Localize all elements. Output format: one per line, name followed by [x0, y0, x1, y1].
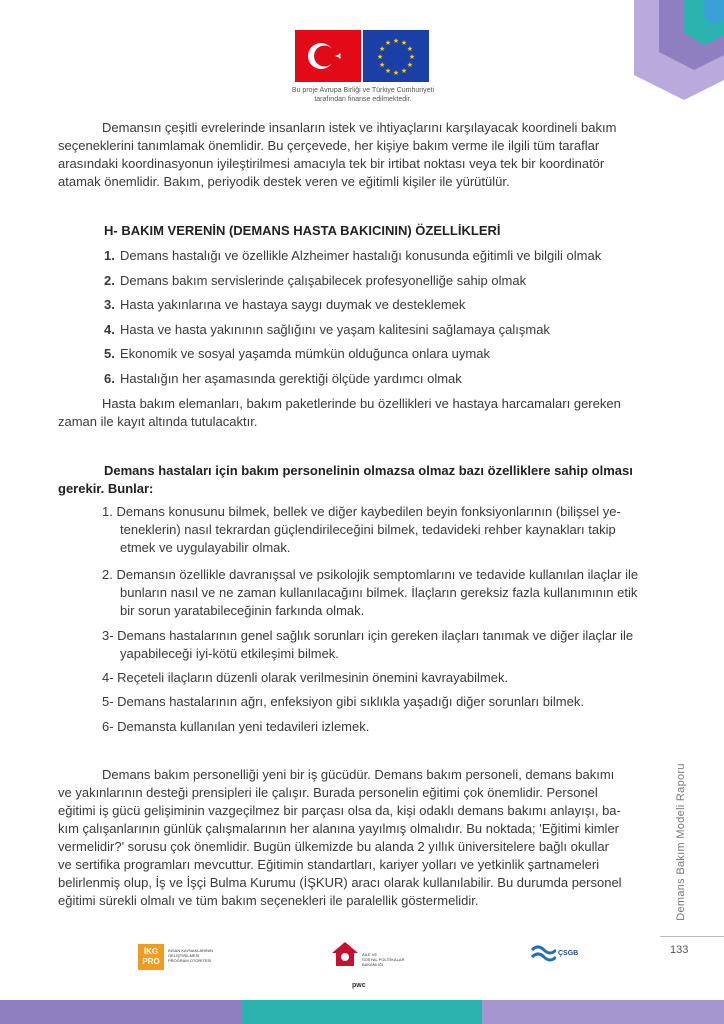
requirement-item: [102, 627, 656, 663]
ikg-pro-label: İKG PRO: [138, 944, 164, 970]
closing-paragraph: [58, 766, 642, 910]
text-line: 6- Demansta kullanılan yeni tedavileri izlemek.: [102, 719, 370, 734]
feature-number: 1.: [104, 248, 115, 263]
text-line: gerekir. Bunlar:: [58, 481, 154, 496]
funding-line-1: Bu proje Avrupa Birliği ve Türkiye Cumhuriyeti: [291, 87, 435, 94]
funding-note: [268, 86, 458, 104]
eu-star-icon: ★: [379, 46, 386, 53]
eu-star-icon: ★: [384, 67, 392, 75]
text-line: teneklerin) nasıl tekrardan güçlendirileceğini bilmek, tedavideki rehber kaynakları takip: [120, 522, 616, 537]
text-line: 5- Demans hastalarının ağrı, enfeksiyon gibi sıklıkla yaşadığı diğer sorunları bilmek.: [102, 694, 584, 709]
text-line: kım çalışanlarının günlük çalışmalarının her alanına yayılmış olmalıdır. Bu noktada; 'Eğitimi kimler: [58, 821, 619, 836]
eu-star-icon: ★: [406, 62, 413, 69]
requirement-item: [102, 503, 656, 557]
requirement-item: [102, 669, 656, 687]
text-line: bir sorun yaratabileceğinin farkında olmak.: [120, 603, 365, 618]
text-line: eğitimi iş gücü gelişiminin vazgeçilmez bir parçası olsa da, kişi odaklı demans bakımı anlayışı, ba-: [58, 803, 621, 818]
section-heading: H- BAKIM VERENİN (DEMANS HASTA BAKICININ) ÖZELLİKLERİ: [104, 223, 501, 238]
feature-number: 3.: [104, 297, 115, 312]
eu-star-icon: ★: [384, 40, 392, 48]
text-line: eğitimi sürekli olmalı ve tüm bakım seçenekleri ile paralellik göstermelidir.: [58, 893, 479, 908]
funding-line-2: tarafından finanse edilmektedir.: [314, 96, 412, 103]
bottom-bar-lavender: [482, 1000, 724, 1024]
side-title-text: Demans Bakım Modeli Raporu: [675, 763, 687, 921]
feature-text: Demans hastalığı ve özellikle Alzheimer hastalığı konusunda eğitimli ve bilgili olmak: [120, 248, 602, 263]
bottom-bar: [0, 1000, 724, 1024]
eu-star-icon: ★: [392, 38, 400, 45]
feature-text: Hasta yakınlarına ve hastaya saygı duymak ve desteklemek: [120, 297, 466, 312]
text-line: Demans bakım personelliği yeni bir iş gücüdür. Demans bakım personeli, demans bakımı: [102, 767, 615, 782]
csgb-wave-icon: [530, 944, 556, 964]
text-line: 3- Demans hastalarının genel sağlık sorunları için gereken ilaçları tanımak ve diğer ilaçlar ile: [102, 628, 634, 643]
text-line: arasındaki koordinasyonun iyileştirilmesi amacıyla tek bir irtibat noktası veya tek bir koordinatör: [58, 156, 605, 171]
eu-star-icon: ★: [376, 54, 384, 61]
ikg-pro-text: [168, 948, 213, 963]
pwc-logo: pwc: [352, 982, 366, 989]
text-line: etmek ve uygulayabilir olmak.: [120, 540, 291, 555]
text-line: atamak önemlidir. Bakım, periyodik destek veren ve eğitimli kişiler ile yürütülür.: [58, 174, 510, 189]
eu-star-icon: ★: [406, 46, 413, 53]
page-number: 133: [670, 944, 689, 956]
feature-number: 4.: [104, 322, 115, 337]
divider: [660, 936, 724, 937]
logo-text-line: BAKANLIĞI: [362, 962, 384, 967]
ikg-pro-logo: [138, 944, 216, 974]
logo-text-line: AİLE VE: [362, 952, 378, 957]
text-line: Hasta bakım elemanları, bakım paketlerinde bu özellikleri ve hastaya harcamaları gereken: [102, 396, 621, 411]
eu-star-icon: ★: [400, 67, 408, 75]
text-line: seçeneklerini tanımlamak önemlidir. Bu çerçevede, her kişiye bakım verme ile ilgili tüm taraflar: [58, 138, 600, 153]
text-line: vermelidir?' sorusu çok önemlidir. Bugün ülkemizde bu alanda 2 yıllık üniversitelere bağlı okullar: [58, 839, 609, 854]
text-line: zaman ile kayıt altında tutulacaktır.: [58, 414, 258, 429]
after-features-paragraph: [58, 395, 656, 431]
feature-item: [104, 321, 550, 339]
text-line: Demansın çeşitli evrelerinde insanların istek ve ihtiyaçlarını karşılayacak koordineli bakım: [102, 120, 617, 135]
text-line: 2. Demansın özellikle davranışsal ve psikolojik semptomlarını ve tedavide kullanılan ilaçlar ile: [102, 567, 639, 582]
feature-number: 2.: [104, 273, 115, 288]
feature-text: Hasta ve hasta yakınının sağlığını ve yaşam kalitesini sağlamaya çalışmak: [120, 322, 550, 337]
text-line: ve yakınlarının desteği prensipleri ile çalışır. Burada personelin eğitimi çok önemlidir. Personel: [58, 785, 598, 800]
house-icon: [330, 940, 360, 968]
bold-intro: [58, 462, 656, 498]
eu-star-icon: ★: [400, 40, 408, 48]
flags-header: [295, 30, 431, 82]
requirement-item: [102, 718, 656, 736]
bottom-bar-teal: [242, 1000, 482, 1024]
feature-text: Demans bakım servislerinde çalışabilecek profesyonelliğe sahip olmak: [120, 273, 527, 288]
feature-item: [104, 345, 490, 363]
feature-text: Ekonomik ve sosyal yaşamda mümkün olduğunca onlara uymak: [120, 346, 490, 361]
feature-number: 6.: [104, 371, 115, 386]
text-line: Demans hastaları için bakım personelinin olmazsa olmaz bazı özelliklere sahip olması: [104, 463, 633, 478]
eu-star-icon: ★: [379, 62, 386, 69]
logo-text-line: GELİŞTİRİLMESİ: [168, 953, 200, 958]
text-line: 4- Reçeteli ilaçların düzenli olarak verilmesinin önemini kavrayabilmek.: [102, 670, 509, 685]
intro-paragraph: [58, 119, 656, 191]
feature-item: [104, 370, 462, 388]
text-line: belirlenmiş olup, İş ve İşçi Bulma Kurumu (İŞKUR) aracı olarak kullanılabilir. Bu durumda personel: [58, 875, 622, 890]
csgb-logo: [530, 942, 590, 968]
feature-item: [104, 296, 465, 314]
eu-flag-icon: [363, 30, 429, 82]
text-line: 1. Demans konusunu bilmek, bellek ve diğer kaybedilen beyin fonksiyonlarının (bilişsel ye-: [102, 504, 621, 519]
side-title: [672, 760, 690, 930]
text-line: ve sertifika programları mevcuttur. Eğitimin standartları, kariyer yolları ve yetkinlik şartnameleri: [58, 857, 600, 872]
bottom-bar-purple: [0, 1000, 242, 1024]
logo-text-line: İNSAN KAYNAKLARININ: [168, 948, 214, 953]
logo-text-line: PROGRAM OTORİTESİ: [168, 958, 212, 963]
turkey-flag-icon: [295, 30, 361, 82]
feature-text: Hastalığın her aşamasında gerektiği ölçüde yardımcı olmak: [120, 371, 462, 386]
text-line: bunların nasıl ve ne zaman kullanılacağını bilmek. İlaçların gereksiz fazla kullanımının etik: [120, 585, 638, 600]
logo-text-line: SOSYAL POLİTİKALAR: [362, 957, 405, 962]
corner-decoration: [614, 0, 724, 110]
requirement-item: [102, 566, 656, 620]
requirement-item: [102, 693, 656, 711]
text-line: yapabileceği iyi-kötü etkileşimi bilmek.: [120, 646, 339, 661]
eu-star-icon: ★: [392, 70, 400, 77]
feature-number: 5.: [104, 346, 115, 361]
ministry-logo: [330, 940, 405, 990]
feature-item: [104, 272, 526, 290]
csgb-label: ÇSGB: [558, 950, 579, 957]
eu-star-icon: ★: [408, 54, 416, 61]
feature-item: [104, 247, 601, 265]
